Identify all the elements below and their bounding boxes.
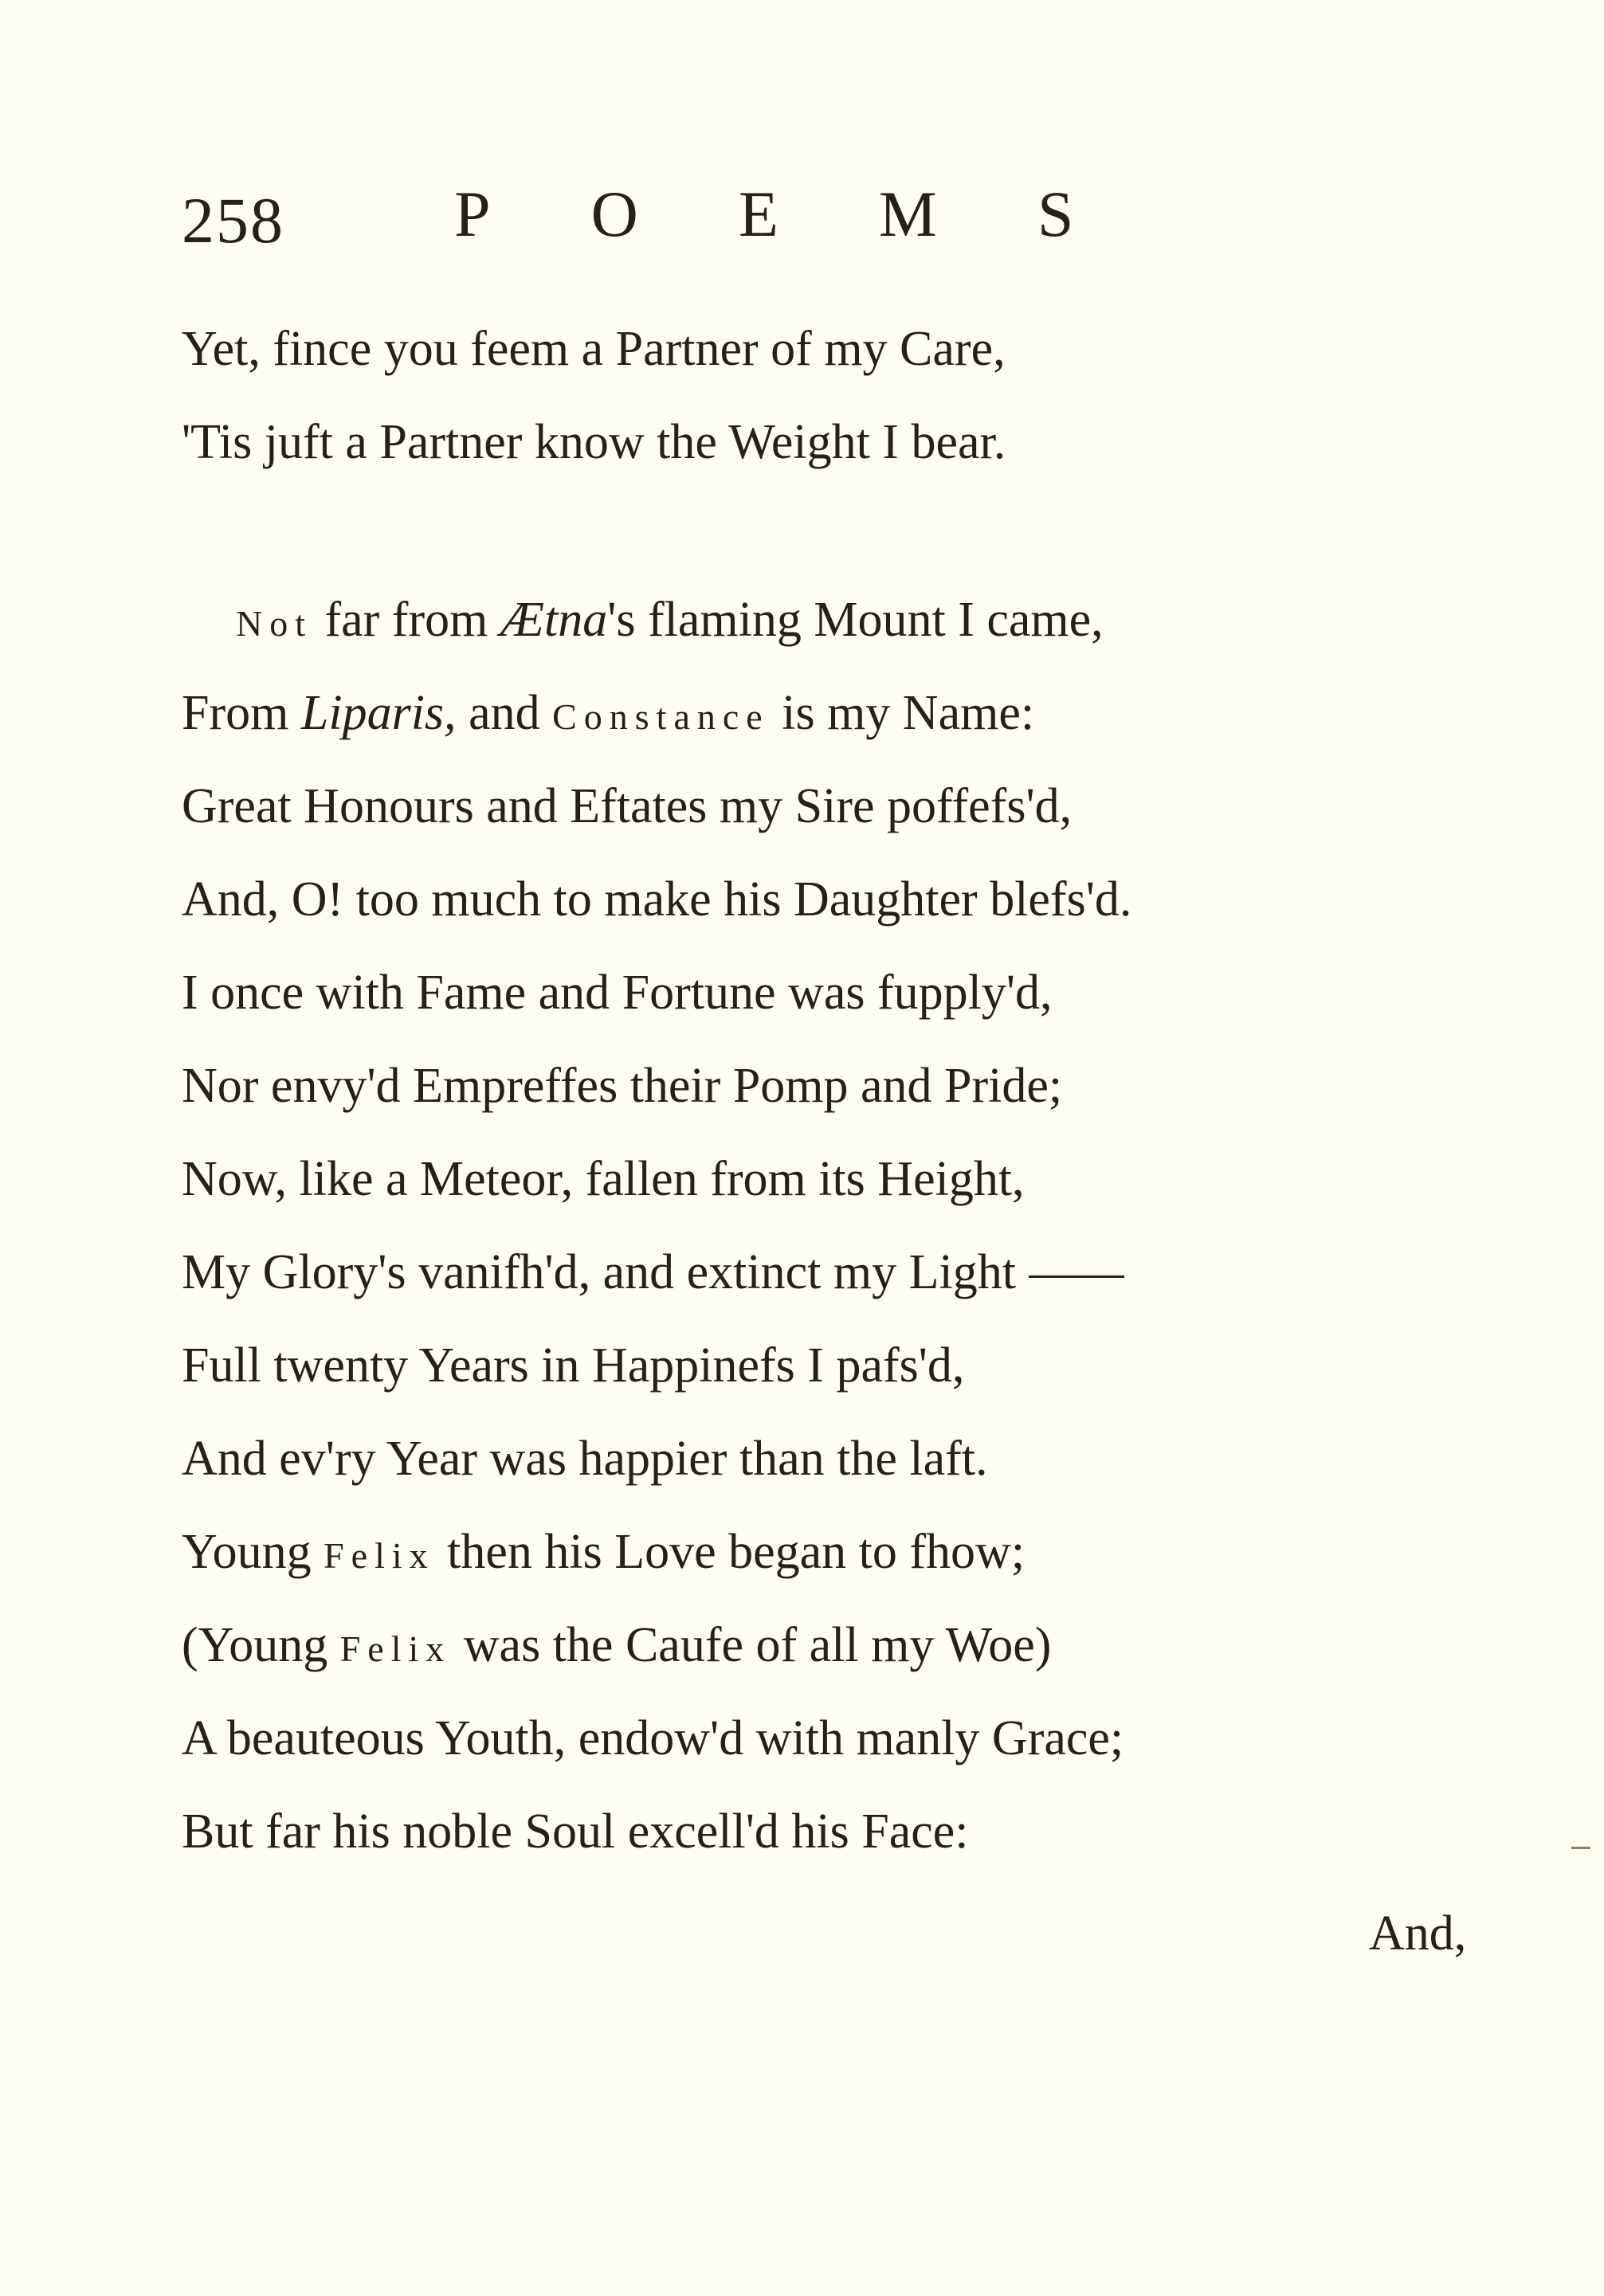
verse-line: My Glory's vanifh'd, and extinct my Light <box>182 1226 1131 1319</box>
verse-line: Young Felix then his Love began to fhow; <box>182 1525 1026 1579</box>
verse-line: Nor envy'd Empreffes their Pomp and Pride; <box>182 1059 1063 1113</box>
verse-line: Now, like a Meteor, fallen from its Height, <box>182 1152 1025 1206</box>
place-name: Ætna <box>500 593 608 647</box>
stanza <box>182 574 1131 1879</box>
verse-line: But far his noble Soul excell'd his Face: <box>182 1804 969 1859</box>
character-name: Felix <box>324 1535 435 1576</box>
opening-couplet <box>182 303 1006 489</box>
place-name: Liparis, <box>300 686 457 740</box>
verse-line: Great Honours and Eftates my Sire poffefs'd, <box>182 779 1073 833</box>
verse-line: And ev'ry Year was happier than the laft. <box>182 1432 988 1486</box>
verse-line: From Liparis, and Constance is my Name: <box>182 686 1035 740</box>
verse-line: Yet, fince you feem a Partner of my Care, <box>182 322 1006 376</box>
verse-line: (Young Felix was the Caufe of all my Woe) <box>182 1618 1052 1672</box>
catchword: And, <box>1369 1906 1467 1961</box>
verse-line: Not far from Ætna's flaming Mount I came, <box>236 593 1104 647</box>
em-dash <box>1029 1275 1124 1278</box>
verse-line: I once with Fame and Fortune was fupply'd, <box>182 966 1053 1020</box>
page-number: 258 <box>182 184 284 257</box>
verse-line: And, O! too much to make his Daughter blefs'd. <box>182 872 1132 927</box>
character-name: Felix <box>339 1628 452 1669</box>
verse-line: A beauteous Youth, endow'd with manly Grace; <box>182 1711 1124 1765</box>
character-name: Constance <box>552 696 770 737</box>
small-caps-word: Not <box>236 603 312 644</box>
ink-mark <box>1571 1847 1590 1849</box>
verse-line: Full twenty Years in Happinefs I pafs'd, <box>182 1338 965 1393</box>
running-title: POEMS <box>454 178 1175 250</box>
verse-line: 'Tis juft a Partner know the Weight I bear. <box>182 415 1006 469</box>
